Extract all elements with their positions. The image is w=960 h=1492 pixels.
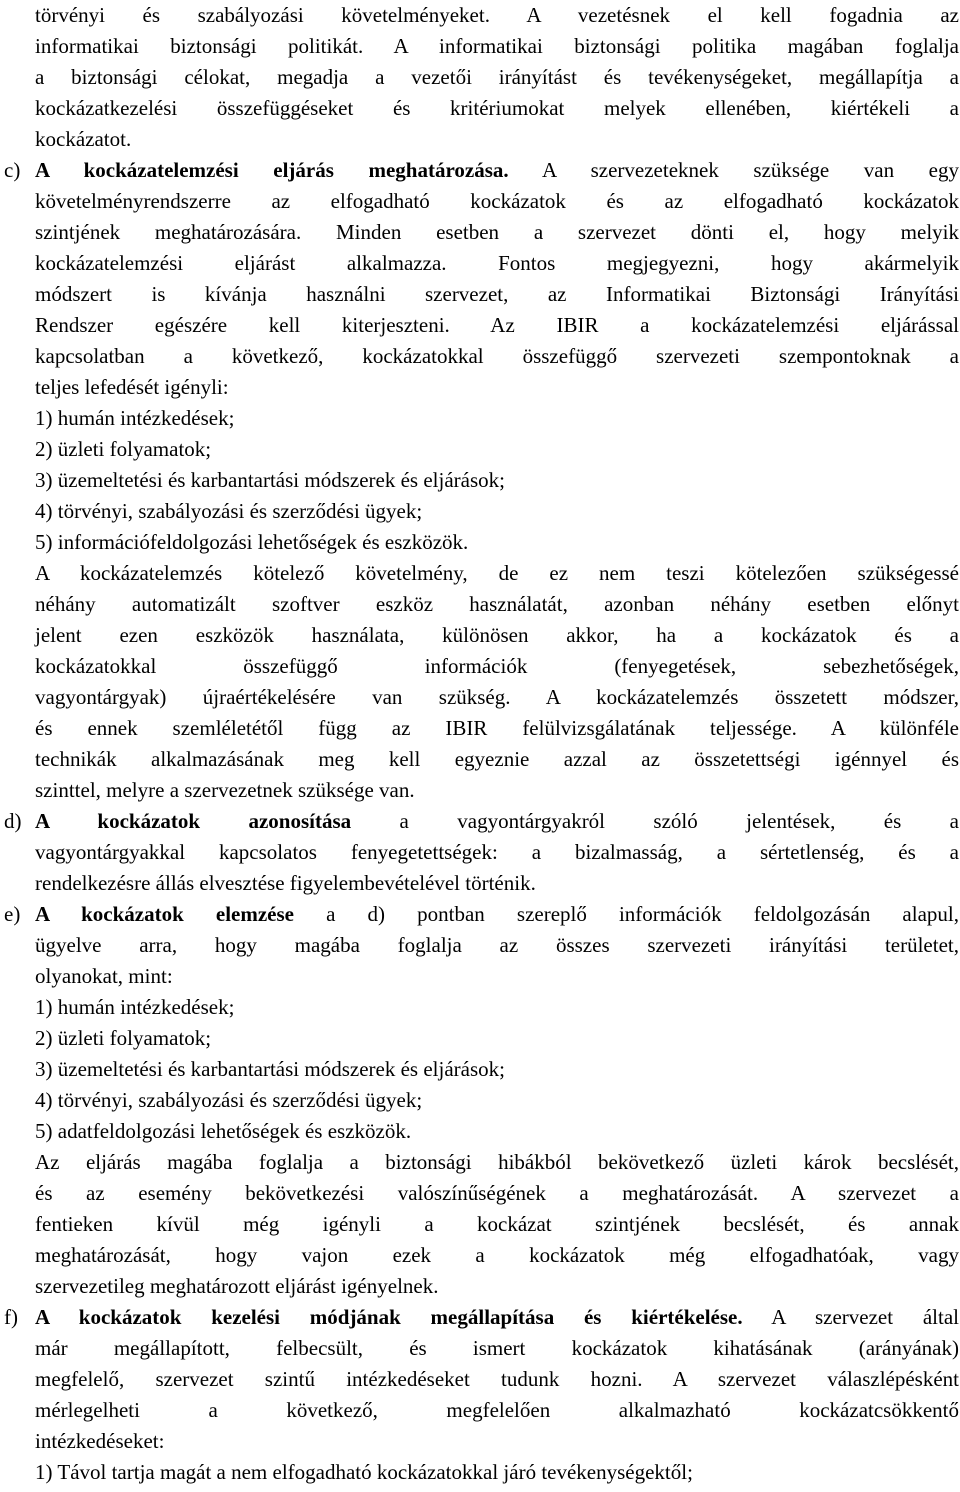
- section-f-marker: f): [4, 1305, 18, 1329]
- paragraph-line: jelent ezen eszközök használata, különösen akkor, ha a kockázatok és a: [35, 623, 959, 647]
- paragraph-line: Az eljárás magába foglalja a biztonsági hibákból bekövetkező üzleti károk becslését,: [35, 1150, 959, 1174]
- paragraph-line: fentieken kívül még igényli a kockázat szintjének becslését, és annak: [35, 1212, 959, 1236]
- paragraph-line: szintjének meghatározására. Minden esetben a szervezet dönti el, hogy melyik: [35, 220, 959, 244]
- section-f-heading: A kockázatok kezelési módjának megállapítása és kiértékelése.: [35, 1305, 743, 1329]
- section-d-heading: A kockázatok azonosítása: [35, 809, 352, 833]
- paragraph-line: meghatározását, hogy vajon ezek a kockázatok még elfogadhatóak, vagy: [35, 1243, 959, 1267]
- list-item: 4) törvényi, szabályozási és szerződési ügyek;: [35, 499, 423, 523]
- paragraph-line: szervezetileg meghatározott eljárást igényelnek.: [35, 1274, 439, 1298]
- list-item: 5) információfeldolgozási lehetőségek és eszközök.: [35, 530, 469, 554]
- section-c-heading: A kockázatelemzési eljárás meghatározása.: [35, 158, 509, 182]
- section-e-first-line: [35, 899, 959, 930]
- list-item: 1) humán intézkedések;: [35, 406, 235, 430]
- list-item: 3) üzemeltetési és karbantartási módszerek és eljárások;: [35, 1057, 505, 1081]
- paragraph-line: néhány automatizált szoftver eszköz használatát, azonban néhány esetben előnyt: [35, 592, 959, 616]
- paragraph-line: mérlegelheti a következő, megfelelően alkalmazható kockázatcsökkentő: [35, 1398, 959, 1422]
- section-f-first-line-text: A szervezet által: [742, 1305, 959, 1329]
- list-item: 4) törvényi, szabályozási és szerződési ügyek;: [35, 1088, 423, 1112]
- paragraph-line: kockázatokkal összefüggő információk (fenyegetések, sebezhetőségek,: [35, 654, 959, 678]
- paragraph-line: teljes lefedését igényli:: [35, 375, 229, 399]
- paragraph-line: és az esemény bekövetkezési valószínűségének a meghatározását. A szervezet a: [35, 1181, 959, 1205]
- paragraph-line: informatikai biztonsági politikát. A informatikai biztonsági politika magában foglalja: [35, 34, 959, 58]
- paragraph-line: már megállapított, felbecsült, és ismert kockázatok kihatásának (arányának): [35, 1336, 959, 1360]
- section-e-first-line-text: a d) pontban szereplő információk feldolgozásán alapul,: [294, 902, 959, 926]
- paragraph-line: vagyontárgyakkal kapcsolatos fenyegetettségek: a bizalmasság, a sértetlenség, és a: [35, 840, 959, 864]
- paragraph-line: módszert is kívánja használni szervezet, az Informatikai Biztonsági Irányítási: [35, 282, 959, 306]
- list-item: 2) üzleti folyamatok;: [35, 437, 212, 461]
- paragraph-line: ügyelve arra, hogy magába foglalja az összes szervezeti irányítási területet,: [35, 933, 959, 957]
- list-item: 1) Távol tartja magát a nem elfogadható kockázatokkal járó tevékenységektől;: [35, 1460, 693, 1484]
- paragraph-line: vagyontárgyak) újraértékelésére van szükség. A kockázatelemzés összetett módszer,: [35, 685, 959, 709]
- section-c-marker: c): [4, 158, 21, 182]
- section-e-heading: A kockázatok elemzése: [35, 902, 294, 926]
- section-d-first-line: [35, 806, 959, 837]
- paragraph-line: rendelkezésre állás elvesztése figyelembevételével történik.: [35, 871, 536, 895]
- paragraph-line: kockázatkezelési összefüggéseket és kritériumokat melyek ellenében, kiértékeli a: [35, 96, 959, 120]
- section-c-first-line: [35, 155, 959, 186]
- section-d-first-line-text: a vagyontárgyakról szóló jelentések, és a: [351, 809, 959, 833]
- list-item: 3) üzemeltetési és karbantartási módszerek és eljárások;: [35, 468, 505, 492]
- paragraph-line: megfelelő, szervezet szintű intézkedéseket tudunk hozni. A szervezet válaszlépésként: [35, 1367, 959, 1391]
- section-c-first-line-text: A szervezeteknek szüksége van egy: [508, 158, 959, 182]
- list-item: 5) adatfeldolgozási lehetőségek és eszközök.: [35, 1119, 412, 1143]
- paragraph-line: kockázatelemzési eljárást alkalmazza. Fontos megjegyezni, hogy akármelyik: [35, 251, 959, 275]
- paragraph-line: a biztonsági célokat, megadja a vezetői irányítást és tevékenységeket, megállapítja a: [35, 65, 959, 89]
- section-d-marker: d): [4, 809, 22, 833]
- paragraph-line: olyanokat, mint:: [35, 964, 173, 988]
- paragraph-line: intézkedéseket:: [35, 1429, 165, 1453]
- paragraph-line: kockázatot.: [35, 127, 132, 151]
- paragraph-line: A kockázatelemzés kötelező követelmény, de ez nem teszi kötelezően szükségessé: [35, 561, 959, 585]
- paragraph-line: Rendszer egészére kell kiterjeszteni. Az IBIR a kockázatelemzési eljárással: [35, 313, 959, 337]
- section-e-marker: e): [4, 902, 21, 926]
- paragraph-line: technikák alkalmazásának meg kell egyeznie azzal az összetettségi igénnyel és: [35, 747, 959, 771]
- paragraph-line: és ennek szemléletétől függ az IBIR felülvizsgálatának teljessége. A különféle: [35, 716, 959, 740]
- section-f-first-line: [35, 1302, 959, 1333]
- paragraph-line: törvényi és szabályozási követelményeket. A vezetésnek el kell fogadnia az: [35, 3, 959, 27]
- list-item: 2) üzleti folyamatok;: [35, 1026, 212, 1050]
- paragraph-line: kapcsolatban a következő, kockázatokkal összefüggő szervezeti szempontoknak a: [35, 344, 959, 368]
- list-item: 1) humán intézkedések;: [35, 995, 235, 1019]
- paragraph-line: követelményrendszerre az elfogadható kockázatok és az elfogadható kockázatok: [35, 189, 959, 213]
- paragraph-line: szinttel, melyre a szervezetnek szüksége van.: [35, 778, 415, 802]
